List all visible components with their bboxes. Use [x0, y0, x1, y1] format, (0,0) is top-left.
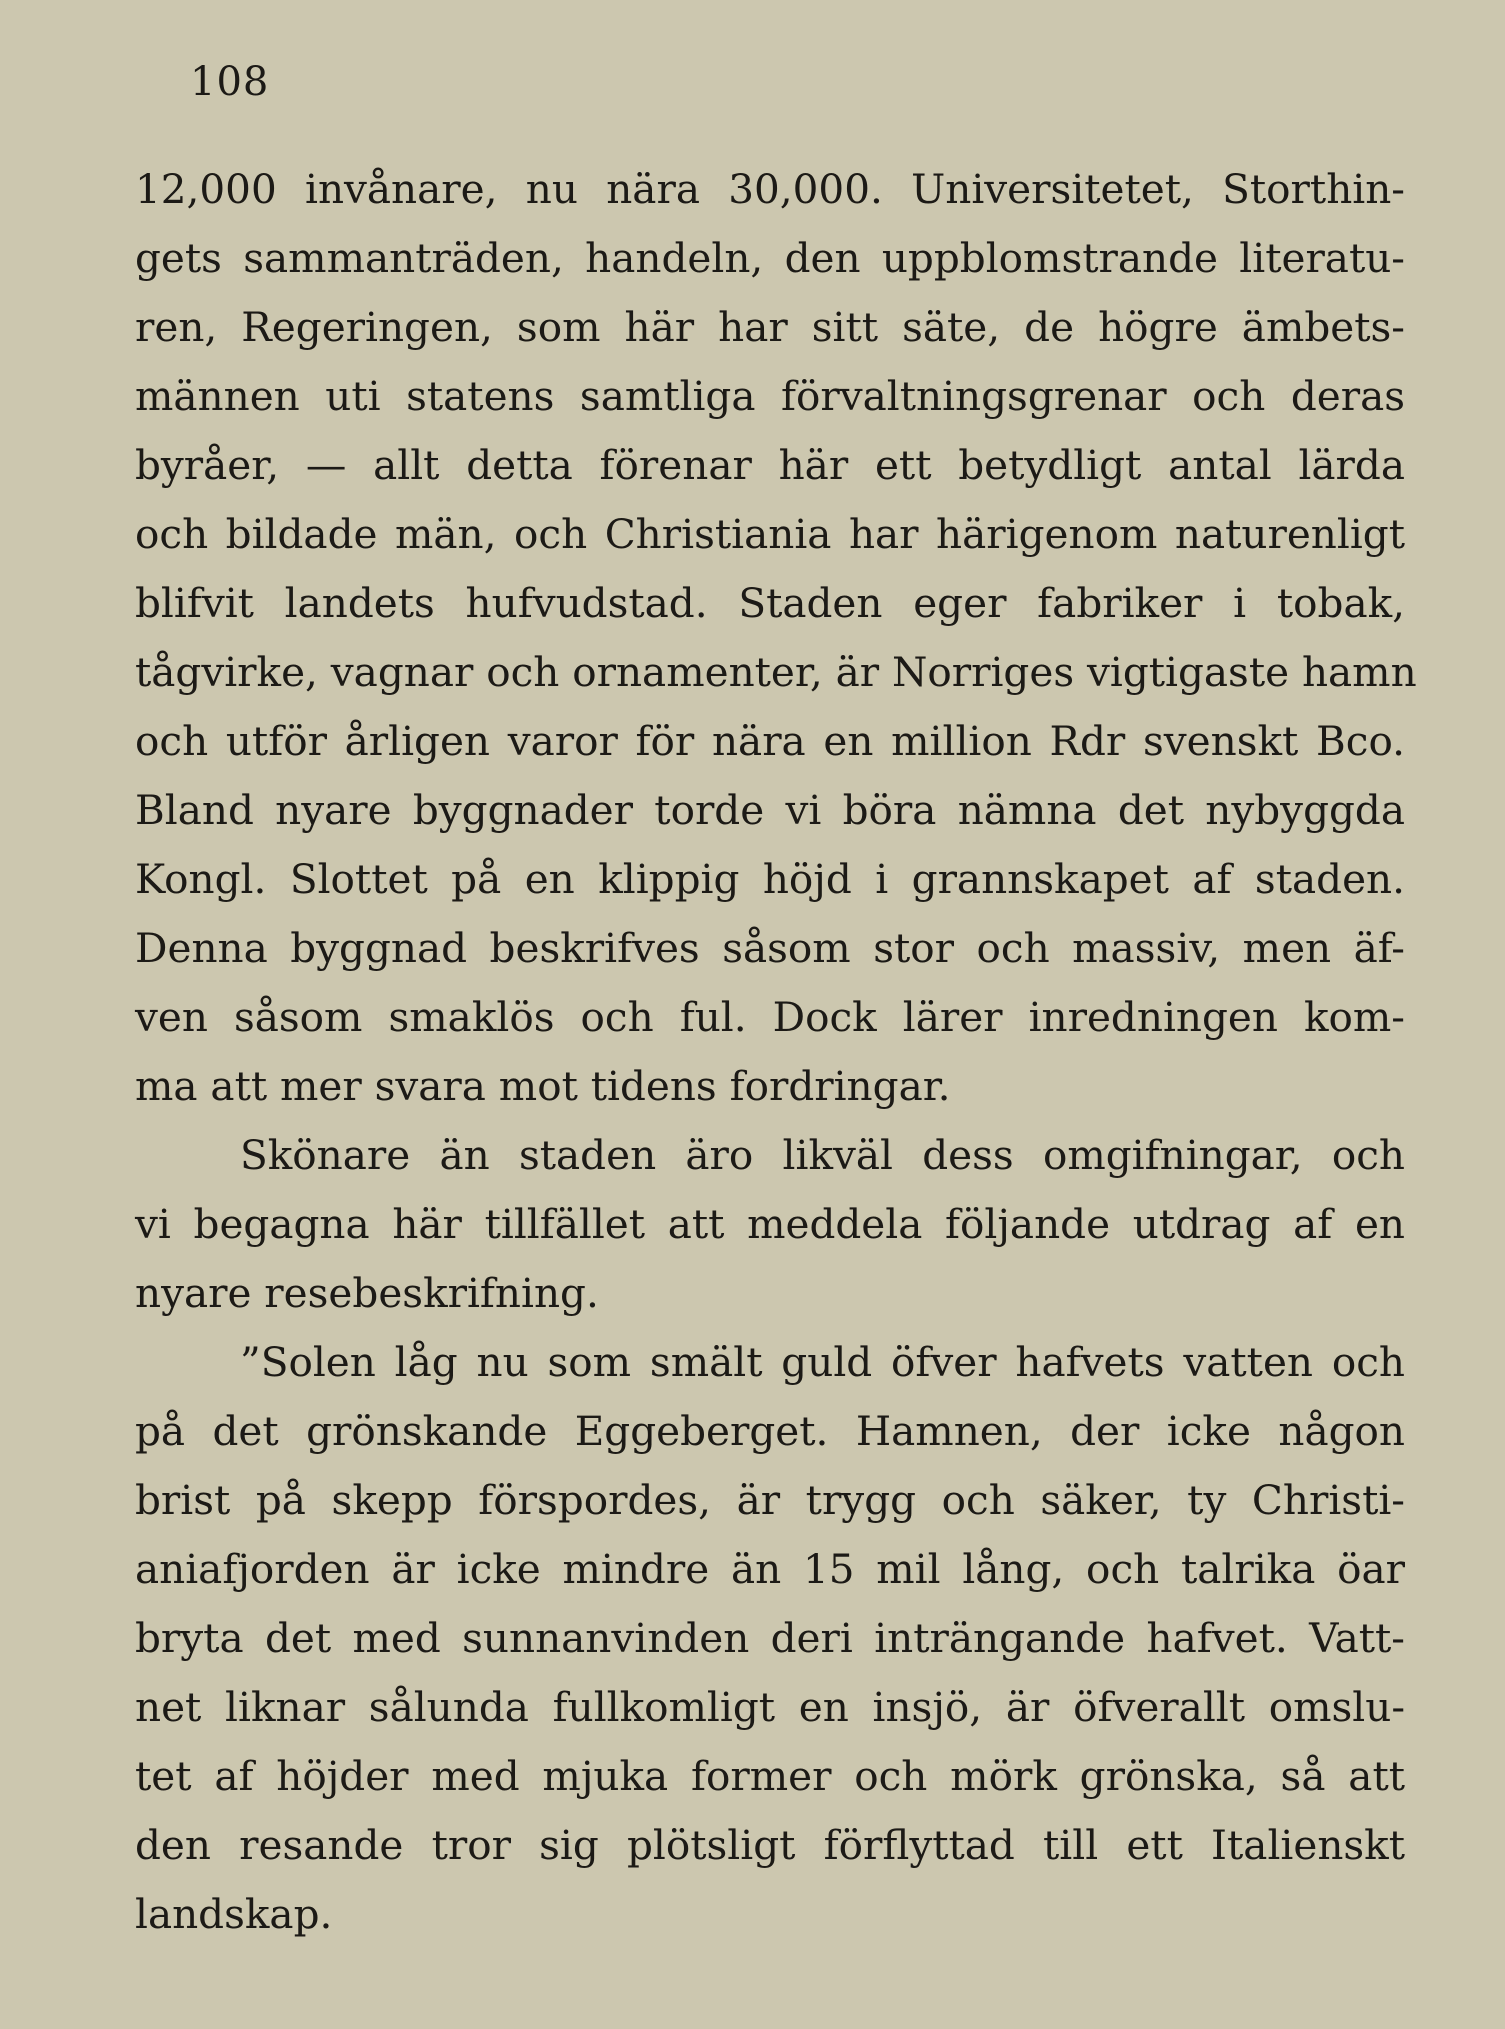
text-line: den resande tror sig plötsligt förflyttad till ett Italienskt [135, 1821, 1405, 1869]
text-line: blifvit landets hufvudstad. Staden eger fabriker i tobak, [135, 579, 1405, 627]
text-line: ma att mer svara mot tidens fordringar. [135, 1062, 951, 1110]
text-line: bryta det med sunnanvinden deri inträngande hafvet. Vatt- [135, 1614, 1405, 1662]
text-line: 12,000 invånare, nu nära 30,000. Universitetet, Storthin- [135, 165, 1405, 213]
text-line: Denna byggnad beskrifves såsom stor och massiv, men äf- [135, 924, 1405, 972]
text-line: brist på skepp förspordes, är trygg och säker, ty Christi- [135, 1476, 1405, 1524]
text-line: net liknar sålunda fullkomligt en insjö, är öfverallt omslu- [135, 1683, 1405, 1731]
text-line: männen uti statens samtliga förvaltningsgrenar och deras [135, 372, 1405, 420]
text-line: och utför årligen varor för nära en million Rdr svenskt Bco. [135, 717, 1405, 765]
text-line: Bland nyare byggnader torde vi böra nämna det nybyggda [135, 786, 1405, 834]
text-line: tågvirke, vagnar och ornamenter, är Norriges vigtigaste hamn [135, 648, 1417, 696]
text-line: landskap. [135, 1890, 333, 1938]
text-line: vi begagna här tillfället att meddela följande utdrag af en [135, 1200, 1405, 1248]
text-line: Kongl. Slottet på en klippig höjd i grannskapet af staden. [135, 855, 1405, 903]
text-line: och bildade män, och Christiania har härigenom naturenligt [135, 510, 1405, 558]
text-line: nyare resebeskrifning. [135, 1269, 599, 1317]
text-line: gets sammanträden, handeln, den uppblomstrande literatu- [135, 234, 1405, 282]
text-line: byråer, — allt detta förenar här ett betydligt antal lärda [135, 441, 1405, 489]
text-line: på det grönskande Eggeberget. Hamnen, der icke någon [135, 1407, 1405, 1455]
text-line: Skönare än staden äro likväl dess omgifningar, och [240, 1131, 1405, 1179]
text-line: ven såsom smaklös och ful. Dock lärer inredningen kom- [135, 993, 1405, 1041]
text-line: ”Solen låg nu som smält guld öfver hafvets vatten och [240, 1338, 1405, 1386]
text-line: aniafjorden är icke mindre än 15 mil lång, och talrika öar [135, 1545, 1405, 1593]
text-line: ren, Regeringen, som här har sitt säte, de högre ämbets- [135, 303, 1405, 351]
body-text [135, 155, 1417, 1949]
page-number: 108 [190, 59, 270, 105]
text-line: tet af höjder med mjuka former och mörk grönska, så att [135, 1752, 1405, 1800]
